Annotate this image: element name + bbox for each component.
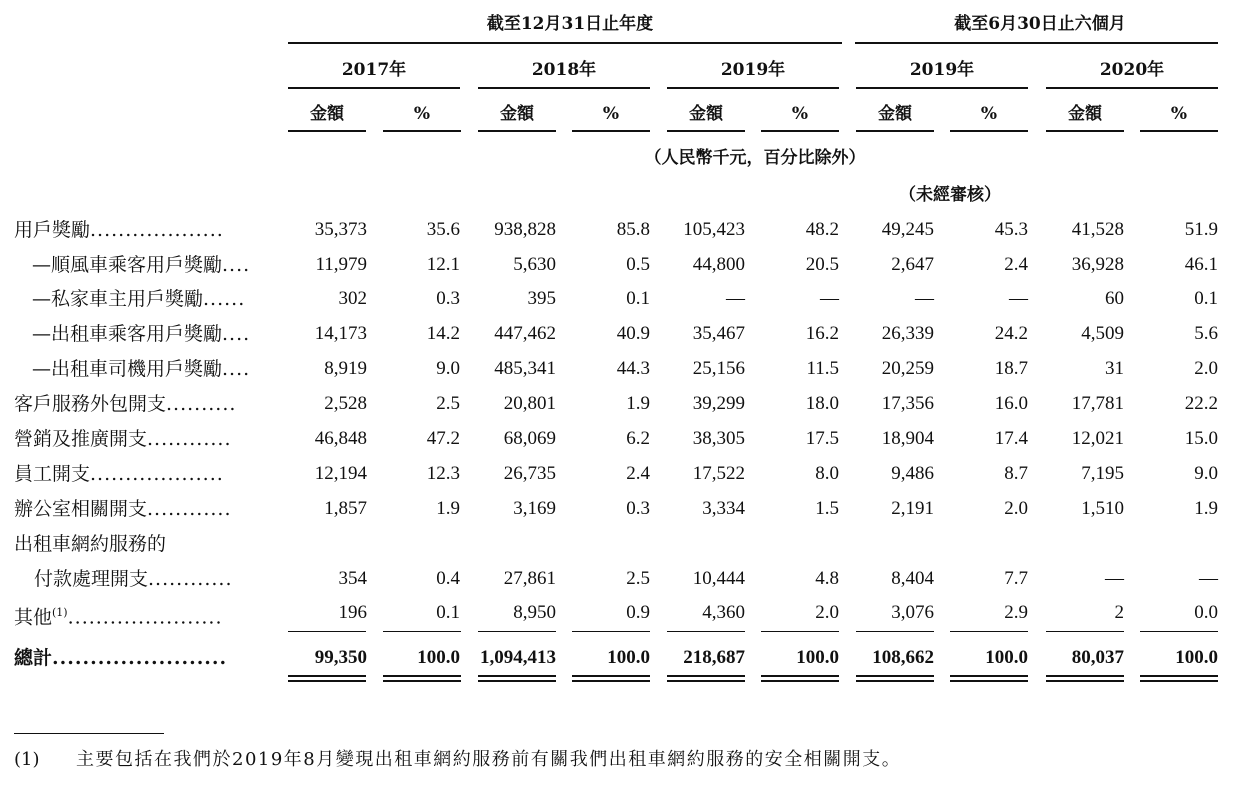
percent-cell: 18.7 <box>994 358 1028 379</box>
percent-cell: 45.3 <box>994 219 1028 240</box>
percent-cell: 11.5 <box>806 358 839 379</box>
amount-cell: 4,360 <box>702 602 745 623</box>
amount-cell: 3,169 <box>513 498 556 519</box>
percent-cell: 0.9 <box>626 602 650 623</box>
amount-cell: 105,423 <box>683 219 745 240</box>
percent-cell: 5.6 <box>1194 323 1218 344</box>
amount-cell: 5,630 <box>513 254 556 275</box>
percent-cell: 2.5 <box>626 568 650 589</box>
amount-cell: 12,194 <box>314 463 367 484</box>
leader-dots: .... <box>222 254 251 276</box>
total-double-rule <box>1140 675 1218 677</box>
amount-cell: 31 <box>1105 358 1124 379</box>
subtotal-rule <box>950 631 1028 632</box>
amount-cell: 7,195 <box>1081 463 1124 484</box>
row-label-text: —出租車司機用戶獎勵 <box>32 358 223 380</box>
amount-cell: 26,735 <box>503 463 556 484</box>
percent-cell: 1.5 <box>815 498 839 519</box>
group-header-interim: 截至6月30日止六個月 <box>954 14 1126 34</box>
amount-column-header: 金額 <box>310 104 344 124</box>
percent-cell: 2.0 <box>1004 498 1028 519</box>
row-label-text: 辦公室相關開支 <box>14 498 148 520</box>
year-header-2018: 2018年 <box>531 60 597 80</box>
percent-cell: — <box>820 288 839 309</box>
table-row-label <box>14 497 232 521</box>
percent-cell: 1.9 <box>1194 498 1218 519</box>
amount-cell: 41,528 <box>1071 219 1124 240</box>
footnote-text: 主要包括在我們於2019年8月變現出租車網約服務前有關我們出租車網約服務的安全相關開支。 <box>76 749 902 770</box>
percent-cell: 100.0 <box>1175 647 1218 668</box>
amount-cell: 20,259 <box>881 358 934 379</box>
footnote-rule <box>14 733 164 734</box>
amount-cell: 2,528 <box>324 393 367 414</box>
amount-cell: 10,444 <box>692 568 745 589</box>
amount-cell: 17,356 <box>881 393 934 414</box>
percent-column-header: % <box>791 104 809 124</box>
percent-cell: 8.0 <box>815 463 839 484</box>
amount-cell: 1,857 <box>324 498 367 519</box>
amount-column-header: 金額 <box>689 104 723 124</box>
percent-cell: — <box>1199 568 1218 589</box>
amount-cell: 9,486 <box>891 463 934 484</box>
subtotal-rule <box>1140 631 1218 632</box>
percent-column-header: % <box>980 104 998 124</box>
table-row-label <box>32 322 250 346</box>
amount-column-header: 金額 <box>1068 104 1102 124</box>
amount-cell: 20,801 <box>503 393 556 414</box>
amount-cell: 302 <box>338 288 367 309</box>
percent-cell: 2.4 <box>1004 254 1028 275</box>
percent-cell: 2.5 <box>436 393 460 414</box>
amount-column-header: 金額 <box>500 104 534 124</box>
column-header-rule <box>288 130 366 132</box>
amount-cell: — <box>1105 568 1124 589</box>
table-row-label <box>14 218 224 242</box>
percent-cell: 0.0 <box>1194 602 1218 623</box>
amount-cell: 35,373 <box>314 219 367 240</box>
percent-cell: 17.5 <box>805 428 839 449</box>
row-label-text: 其他 <box>14 606 53 629</box>
row-label-text: 用戶獎勵 <box>14 219 91 241</box>
percent-cell: 16.0 <box>994 393 1028 414</box>
percent-cell: 22.2 <box>1184 393 1218 414</box>
amount-cell: 354 <box>338 568 367 589</box>
rule-year-2019-interim <box>856 87 1028 89</box>
row-label-text: 員工開支 <box>14 463 91 485</box>
subtotal-rule <box>383 631 461 632</box>
column-header-rule <box>383 130 461 132</box>
percent-cell: 18.0 <box>805 393 839 414</box>
percent-cell: 24.2 <box>994 323 1028 344</box>
amount-cell: 35,467 <box>692 323 745 344</box>
footnote-marker: (1) <box>14 749 40 770</box>
total-double-rule <box>761 680 839 682</box>
percent-cell: 51.9 <box>1184 219 1218 240</box>
leader-dots: ................... <box>90 463 224 485</box>
rule-year-2019 <box>667 87 839 89</box>
percent-cell: 1.9 <box>436 498 460 519</box>
percent-cell: — <box>1009 288 1028 309</box>
percent-cell: 100.0 <box>607 647 650 668</box>
percent-cell: 2.9 <box>1004 602 1028 623</box>
total-double-rule <box>572 675 650 677</box>
table-row-label <box>14 532 166 556</box>
total-double-rule <box>667 680 745 682</box>
leader-dots: ...... <box>203 288 246 310</box>
unaudited-note: （未經審核） <box>899 185 1001 205</box>
amount-cell: 2 <box>1114 602 1124 623</box>
subtotal-rule <box>856 631 934 632</box>
table-row-label <box>14 601 222 629</box>
amount-cell: 8,404 <box>891 568 934 589</box>
total-double-rule <box>478 680 556 682</box>
amount-cell: 1,094,413 <box>480 647 556 668</box>
row-label-text: 出租車網約服務的 <box>14 533 167 555</box>
percent-cell: 2.0 <box>815 602 839 623</box>
percent-cell: 7.7 <box>1004 568 1028 589</box>
table-row-label <box>14 392 236 416</box>
percent-cell: 0.3 <box>436 288 460 309</box>
percent-cell: 100.0 <box>417 647 460 668</box>
percent-cell: 100.0 <box>985 647 1028 668</box>
total-double-rule <box>1046 675 1124 677</box>
total-double-rule <box>383 680 461 682</box>
amount-cell: 8,919 <box>324 358 367 379</box>
total-row-label <box>14 646 227 670</box>
subtotal-rule <box>478 631 556 632</box>
rule-year-2017 <box>288 87 460 89</box>
percent-column-header: % <box>602 104 620 124</box>
percent-cell: 9.0 <box>436 358 460 379</box>
total-double-rule <box>572 680 650 682</box>
rule-year-2020-interim <box>1046 87 1218 89</box>
subtotal-rule <box>572 631 650 632</box>
column-header-rule <box>761 130 839 132</box>
amount-cell: 2,191 <box>891 498 934 519</box>
amount-cell: 447,462 <box>494 323 556 344</box>
amount-cell: 218,687 <box>683 647 745 668</box>
leader-dots: ...................... <box>67 606 223 629</box>
amount-cell: 395 <box>527 288 556 309</box>
table-row-label <box>34 567 233 591</box>
percent-column-header: % <box>413 104 431 124</box>
amount-cell: 38,305 <box>692 428 745 449</box>
amount-cell: 36,928 <box>1071 254 1124 275</box>
percent-cell: 15.0 <box>1184 428 1218 449</box>
leader-dots: .... <box>222 358 251 380</box>
percent-cell: 9.0 <box>1194 463 1218 484</box>
amount-cell: 46,848 <box>314 428 367 449</box>
amount-cell: 17,522 <box>692 463 745 484</box>
percent-cell: 0.3 <box>626 498 650 519</box>
percent-cell: 12.1 <box>426 254 460 275</box>
total-double-rule <box>288 680 366 682</box>
unit-note: （人民幣千元，百分比除外） <box>644 148 866 168</box>
amount-cell: 49,245 <box>881 219 934 240</box>
leader-dots: ............ <box>147 428 232 450</box>
percent-cell: 20.5 <box>805 254 839 275</box>
total-double-rule <box>1046 680 1124 682</box>
amount-column-header: 金額 <box>878 104 912 124</box>
row-label-text: 總計 <box>14 647 53 669</box>
amount-cell: 12,021 <box>1071 428 1124 449</box>
amount-cell: 3,334 <box>702 498 745 519</box>
leader-dots: ....................... <box>52 647 228 669</box>
subtotal-rule <box>288 631 366 632</box>
year-header-2017: 2017年 <box>341 60 407 80</box>
total-double-rule <box>761 675 839 677</box>
amount-cell: 99,350 <box>314 647 367 668</box>
amount-cell: 44,800 <box>692 254 745 275</box>
amount-cell: 2,647 <box>891 254 934 275</box>
total-double-rule <box>856 680 934 682</box>
amount-cell: 196 <box>338 602 367 623</box>
amount-cell: 25,156 <box>692 358 745 379</box>
percent-cell: 0.1 <box>436 602 460 623</box>
amount-cell: 11,979 <box>315 254 367 275</box>
subtotal-rule <box>761 631 839 632</box>
total-double-rule <box>667 675 745 677</box>
amount-cell: — <box>915 288 934 309</box>
table-row-label <box>14 462 224 486</box>
leader-dots: ............ <box>147 498 232 520</box>
subtotal-rule <box>1046 631 1124 632</box>
row-label-text: 營銷及推廣開支 <box>14 428 148 450</box>
percent-cell: 40.9 <box>616 323 650 344</box>
percent-cell: 48.2 <box>805 219 839 240</box>
percent-cell: 12.3 <box>426 463 460 484</box>
amount-cell: 1,510 <box>1081 498 1124 519</box>
leader-dots: ................... <box>90 219 224 241</box>
column-header-rule <box>1046 130 1124 132</box>
amount-cell: 17,781 <box>1071 393 1124 414</box>
row-label-text: 付款處理開支 <box>34 568 149 590</box>
percent-cell: 2.4 <box>626 463 650 484</box>
percent-cell: 0.1 <box>626 288 650 309</box>
amount-cell: 26,339 <box>881 323 934 344</box>
year-header-2019-interim: 2019年 <box>909 60 975 80</box>
total-double-rule <box>1140 680 1218 682</box>
percent-cell: 0.1 <box>1194 288 1218 309</box>
percent-cell: 1.9 <box>626 393 650 414</box>
amount-cell: 80,037 <box>1071 647 1124 668</box>
subtotal-rule <box>667 631 745 632</box>
amount-cell: 14,173 <box>314 323 367 344</box>
row-label-text: —順風車乘客用戶獎勵 <box>32 254 223 276</box>
percent-cell: 85.8 <box>616 219 650 240</box>
amount-cell: 938,828 <box>494 219 556 240</box>
row-label-text: —出租車乘客用戶獎勵 <box>32 323 223 345</box>
percent-cell: 46.1 <box>1184 254 1218 275</box>
amount-cell: 60 <box>1105 288 1124 309</box>
amount-cell: 68,069 <box>503 428 556 449</box>
table-row-label <box>14 427 232 451</box>
amount-cell: 39,299 <box>692 393 745 414</box>
rule-annual-top <box>288 42 842 44</box>
column-header-rule <box>856 130 934 132</box>
amount-cell: — <box>726 288 745 309</box>
leader-dots: .... <box>222 323 251 345</box>
rule-year-2018 <box>478 87 650 89</box>
total-double-rule <box>383 675 461 677</box>
amount-cell: 4,509 <box>1081 323 1124 344</box>
year-header-2019: 2019年 <box>720 60 786 80</box>
column-header-rule <box>950 130 1028 132</box>
row-label-text: —私家車主用戶獎勵 <box>32 288 204 310</box>
total-double-rule <box>478 675 556 677</box>
column-header-rule <box>572 130 650 132</box>
percent-column-header: % <box>1170 104 1188 124</box>
amount-cell: 3,076 <box>891 602 934 623</box>
total-double-rule <box>288 675 366 677</box>
column-header-rule <box>478 130 556 132</box>
table-row-label <box>32 287 245 311</box>
total-double-rule <box>950 680 1028 682</box>
amount-cell: 108,662 <box>872 647 934 668</box>
amount-cell: 27,861 <box>503 568 556 589</box>
percent-cell: 4.8 <box>815 568 839 589</box>
total-double-rule <box>856 675 934 677</box>
rule-interim-top <box>855 42 1218 44</box>
percent-cell: 0.5 <box>626 254 650 275</box>
percent-cell: 35.6 <box>426 219 460 240</box>
percent-cell: 100.0 <box>796 647 839 668</box>
row-label-text: 客戶服務外包開支 <box>14 393 167 415</box>
column-header-rule <box>667 130 745 132</box>
percent-cell: 47.2 <box>426 428 460 449</box>
footnote-reference: (1) <box>52 606 68 619</box>
percent-cell: 0.4 <box>436 568 460 589</box>
table-row-label <box>32 357 250 381</box>
total-double-rule <box>950 675 1028 677</box>
amount-cell: 18,904 <box>881 428 934 449</box>
leader-dots: ............ <box>148 568 233 590</box>
percent-cell: 44.3 <box>616 358 650 379</box>
percent-cell: 14.2 <box>426 323 460 344</box>
percent-cell: 6.2 <box>626 428 650 449</box>
table-row-label <box>32 253 250 277</box>
column-header-rule <box>1140 130 1218 132</box>
percent-cell: 16.2 <box>805 323 839 344</box>
percent-cell: 2.0 <box>1194 358 1218 379</box>
percent-cell: 17.4 <box>994 428 1028 449</box>
amount-cell: 8,950 <box>513 602 556 623</box>
leader-dots: .......... <box>166 393 237 415</box>
group-header-annual: 截至12月31日止年度 <box>486 14 654 34</box>
amount-cell: 485,341 <box>494 358 556 379</box>
percent-cell: 8.7 <box>1004 463 1028 484</box>
year-header-2020-interim: 2020年 <box>1099 60 1165 80</box>
